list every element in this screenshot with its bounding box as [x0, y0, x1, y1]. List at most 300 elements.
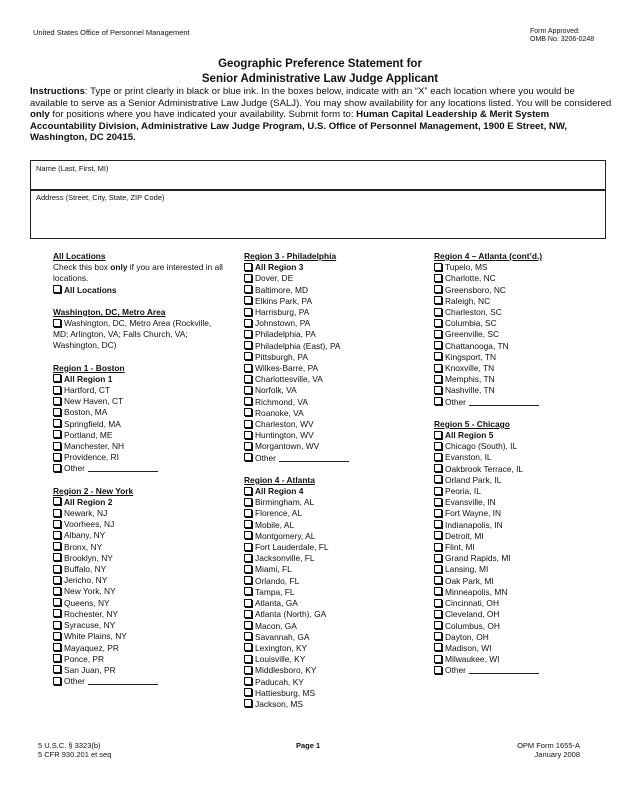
- checkbox-item-all[interactable]: [434, 430, 614, 441]
- checkbox-item[interactable]: [53, 519, 228, 530]
- checkbox-label: All Region 4: [255, 486, 304, 497]
- checkbox[interactable]: [53, 408, 61, 416]
- address-field-label: Address (Street, City, State, ZIP Code): [36, 193, 165, 202]
- checkbox[interactable]: [434, 643, 442, 651]
- checkbox-item[interactable]: [244, 508, 424, 519]
- checkbox[interactable]: [53, 531, 61, 539]
- other-write-in-line[interactable]: [469, 405, 539, 406]
- checkbox-label: Tampa, FL: [255, 586, 295, 597]
- checkbox[interactable]: [244, 408, 252, 416]
- checkbox-item[interactable]: [244, 520, 424, 531]
- checkbox[interactable]: [53, 497, 61, 505]
- checkbox[interactable]: [244, 655, 252, 663]
- checkbox-label: Philadelphia, PA: [255, 329, 316, 340]
- checkbox-item[interactable]: [434, 486, 614, 497]
- checkbox-label: Greenville, SC: [445, 329, 499, 340]
- checkbox-item-all[interactable]: [244, 262, 424, 273]
- other-write-in-line[interactable]: [88, 684, 158, 685]
- legal-citations: [38, 741, 111, 759]
- checkbox-item[interactable]: [53, 620, 228, 631]
- desc-only: only: [110, 262, 128, 273]
- checkbox[interactable]: [434, 341, 442, 349]
- checkbox-item[interactable]: [434, 587, 614, 598]
- checkbox[interactable]: [53, 442, 61, 450]
- checkbox-item[interactable]: [244, 363, 424, 374]
- checkbox-item[interactable]: [244, 654, 424, 665]
- checkbox-label: Jericho, NY: [64, 575, 108, 586]
- checkbox[interactable]: [244, 308, 252, 316]
- checkbox-item[interactable]: [244, 385, 424, 396]
- checkbox-item[interactable]: [244, 453, 424, 464]
- checkbox[interactable]: [434, 285, 442, 293]
- checkbox[interactable]: [53, 319, 61, 327]
- checkbox-item[interactable]: [244, 341, 424, 352]
- checkbox-label: All Region 5: [445, 430, 494, 441]
- checkbox[interactable]: [244, 688, 252, 696]
- checkbox[interactable]: [244, 386, 252, 394]
- checkbox[interactable]: [53, 598, 61, 606]
- checkbox[interactable]: [434, 352, 442, 360]
- checkbox-label: Paducah, KY: [255, 676, 304, 687]
- checkbox-label: Greensboro, NC: [445, 284, 506, 295]
- checkbox-label: Richmond, VA: [255, 396, 308, 407]
- checkbox-label: Kingsport, TN: [445, 351, 497, 362]
- checkbox[interactable]: [434, 666, 442, 674]
- checkbox-label: Johnstown, PA: [255, 318, 311, 329]
- checkbox-label: Newark, NJ: [64, 508, 108, 519]
- checkbox-label: Orland Park, IL: [445, 474, 502, 485]
- checkbox-item[interactable]: [244, 542, 424, 553]
- checkbox-label: Cleveland, OH: [445, 609, 500, 620]
- checkbox-item[interactable]: [244, 419, 424, 430]
- checkbox-item[interactable]: [434, 374, 614, 385]
- checkbox-item[interactable]: [53, 285, 228, 296]
- checkbox-item[interactable]: [53, 318, 228, 352]
- checkbox[interactable]: [434, 386, 442, 394]
- checkbox[interactable]: [53, 665, 61, 673]
- checkbox-item[interactable]: [53, 441, 228, 452]
- checkbox-item[interactable]: [244, 677, 424, 688]
- checkbox[interactable]: [244, 364, 252, 372]
- checkbox[interactable]: [53, 386, 61, 394]
- checkbox-item[interactable]: [53, 452, 228, 463]
- checkbox[interactable]: [434, 464, 442, 472]
- checkbox-item[interactable]: [434, 397, 614, 408]
- checkbox-item[interactable]: [434, 441, 614, 452]
- checkbox-label: Lansing, MI: [445, 564, 489, 575]
- name-field-label: Name (Last, First, MI): [36, 164, 109, 173]
- checkbox-item[interactable]: [244, 296, 424, 307]
- checkbox[interactable]: [244, 621, 252, 629]
- checkbox-item[interactable]: [53, 643, 228, 654]
- checkbox-item[interactable]: [244, 374, 424, 385]
- section-region-2: [53, 486, 228, 688]
- checkbox-label: Harrisburg, PA: [255, 307, 310, 318]
- checkbox[interactable]: [53, 643, 61, 651]
- checkbox-item[interactable]: [434, 341, 614, 352]
- checkbox-label: Springfield, MA: [64, 418, 121, 429]
- checkbox[interactable]: [434, 531, 442, 539]
- section-heading: Region 4 - Atlanta: [244, 474, 315, 485]
- checkbox-item[interactable]: [244, 352, 424, 363]
- checkbox[interactable]: [244, 375, 252, 383]
- checkbox[interactable]: [53, 576, 61, 584]
- checkbox[interactable]: [434, 263, 442, 271]
- checkbox-item[interactable]: [434, 262, 614, 273]
- checkbox-label: Roanoke, VA: [255, 407, 304, 418]
- checkbox-item[interactable]: [434, 296, 614, 307]
- form-id: OPM Form 1655-A: [517, 741, 580, 750]
- checkbox-label: All Region 2: [64, 496, 113, 507]
- other-write-in-line[interactable]: [88, 471, 158, 472]
- checkbox-item[interactable]: [434, 307, 614, 318]
- checkbox-item[interactable]: [244, 397, 424, 408]
- address-field[interactable]: [30, 189, 606, 239]
- checkbox[interactable]: [434, 520, 442, 528]
- checkbox-item[interactable]: [434, 553, 614, 564]
- checkbox[interactable]: [434, 509, 442, 517]
- checkbox-item[interactable]: [53, 631, 228, 642]
- checkbox[interactable]: [244, 699, 252, 707]
- checkbox[interactable]: [244, 677, 252, 685]
- form-title: [0, 57, 640, 87]
- checkbox[interactable]: [434, 610, 442, 618]
- checkbox[interactable]: [244, 554, 252, 562]
- checkbox[interactable]: [244, 431, 252, 439]
- checkbox-item[interactable]: [434, 464, 614, 475]
- checkbox[interactable]: [434, 308, 442, 316]
- legal-citation-1: 5 U.S.C. § 3323(b): [38, 741, 101, 750]
- checkbox-item[interactable]: [53, 430, 228, 441]
- section-heading: Region 3 - Philadelphia: [244, 251, 337, 261]
- checkbox[interactable]: [434, 397, 442, 405]
- checkbox-item[interactable]: [434, 654, 614, 665]
- checkbox-label: Louisville, KY: [255, 654, 306, 665]
- checkbox[interactable]: [53, 632, 61, 640]
- checkbox[interactable]: [244, 274, 252, 282]
- checkbox-label: Madison, WI: [445, 642, 492, 653]
- checkbox-label: Syracuse, NY: [64, 620, 116, 631]
- checkbox-item[interactable]: [53, 553, 228, 564]
- checkbox-item[interactable]: [434, 643, 614, 654]
- checkbox[interactable]: [244, 531, 252, 539]
- section-dc: [53, 307, 228, 352]
- checkbox[interactable]: [434, 543, 442, 551]
- checkbox-item[interactable]: [434, 385, 614, 396]
- checkbox[interactable]: [434, 599, 442, 607]
- checkbox[interactable]: [244, 565, 252, 573]
- checkbox-item[interactable]: [53, 598, 228, 609]
- checkbox[interactable]: [434, 375, 442, 383]
- checkbox[interactable]: [244, 352, 252, 360]
- checkbox-label: Rochester, NY: [64, 608, 118, 619]
- checkbox-item[interactable]: [53, 586, 228, 597]
- checkbox[interactable]: [434, 576, 442, 584]
- checkbox[interactable]: [434, 442, 442, 450]
- checkbox-label: All Locations: [64, 284, 117, 295]
- checkbox-item-all[interactable]: [53, 374, 228, 385]
- checkbox-item[interactable]: [434, 576, 614, 587]
- section-heading: Washington, DC, Metro Area: [53, 306, 166, 317]
- checkbox-label: Portland, ME: [64, 429, 113, 440]
- other-write-in-line[interactable]: [469, 673, 539, 674]
- checkbox-item[interactable]: [434, 598, 614, 609]
- checkbox-item[interactable]: [53, 407, 228, 418]
- checkbox-label: Grand Rapids, MI: [445, 553, 511, 564]
- instructions: [30, 86, 612, 144]
- section-region-4-continued: [434, 251, 614, 408]
- page-number: Page 1: [296, 741, 321, 750]
- checkbox-item[interactable]: [244, 531, 424, 542]
- checkbox-label: Oakbrook Terrace, IL: [445, 463, 524, 474]
- checkbox[interactable]: [53, 419, 61, 427]
- checkbox-item[interactable]: [434, 318, 614, 329]
- checkbox-label: Tupelo, MS: [445, 262, 488, 273]
- checkbox-label: Washington, DC, Metro Area (Rockville, MD; Arlington, VA; Falls Church, VA; Washington, DC): [53, 318, 212, 351]
- omb-approval: [530, 28, 594, 44]
- checkbox-item[interactable]: [244, 285, 424, 296]
- checkbox-label: Buffalo, NY: [64, 564, 107, 575]
- checkbox-label: Middlesboro, KY: [255, 665, 317, 676]
- checkbox-item[interactable]: [434, 531, 614, 542]
- checkbox[interactable]: [53, 509, 61, 517]
- checkbox-label: New Haven, CT: [64, 396, 124, 407]
- checkbox[interactable]: [434, 487, 442, 495]
- checkbox-item[interactable]: [244, 643, 424, 654]
- checkbox[interactable]: [244, 610, 252, 618]
- checkbox-item[interactable]: [53, 564, 228, 575]
- checkbox[interactable]: [244, 442, 252, 450]
- checkbox-item[interactable]: [244, 609, 424, 620]
- checkbox[interactable]: [244, 643, 252, 651]
- checkbox[interactable]: [53, 609, 61, 617]
- checkbox-item[interactable]: [244, 441, 424, 452]
- checkbox[interactable]: [434, 364, 442, 372]
- section-heading: Region 1 - Boston: [53, 362, 125, 373]
- checkbox[interactable]: [244, 576, 252, 584]
- checkbox-item[interactable]: [434, 609, 614, 620]
- checkbox-item[interactable]: [434, 520, 614, 531]
- checkbox-item[interactable]: [434, 621, 614, 632]
- checkbox[interactable]: [53, 553, 61, 561]
- checkbox[interactable]: [53, 677, 61, 685]
- checkbox-label: Other: [64, 463, 85, 474]
- checkbox-item[interactable]: [434, 497, 614, 508]
- checkbox[interactable]: [434, 565, 442, 573]
- checkbox-item[interactable]: [244, 553, 424, 564]
- checkbox-item[interactable]: [53, 508, 228, 519]
- other-write-in-line[interactable]: [279, 461, 349, 462]
- checkbox[interactable]: [434, 632, 442, 640]
- checkbox-item[interactable]: [244, 430, 424, 441]
- checkbox-label: Charlottesville, VA: [255, 374, 323, 385]
- checkbox[interactable]: [244, 587, 252, 595]
- checkbox-item[interactable]: [434, 632, 614, 643]
- checkbox[interactable]: [244, 498, 252, 506]
- checkbox-label: Charleston, WV: [255, 419, 314, 430]
- checkbox[interactable]: [244, 487, 252, 495]
- checkbox-label: Philadelphia (East), PA: [255, 340, 341, 351]
- checkbox-item[interactable]: [434, 508, 614, 519]
- checkbox-item[interactable]: [244, 688, 424, 699]
- checkbox-item[interactable]: [434, 452, 614, 463]
- checkbox-item[interactable]: [53, 665, 228, 676]
- checkbox[interactable]: [434, 621, 442, 629]
- checkbox[interactable]: [244, 520, 252, 528]
- checkbox-item[interactable]: [244, 329, 424, 340]
- checkbox[interactable]: [53, 285, 61, 293]
- checkbox-label: Dayton, OH: [445, 631, 489, 642]
- checkbox-item[interactable]: [434, 475, 614, 486]
- checkbox-item[interactable]: [434, 542, 614, 553]
- checkbox-label: Minneapolis, MN: [445, 586, 508, 597]
- checkbox[interactable]: [53, 397, 61, 405]
- checkbox[interactable]: [244, 341, 252, 349]
- checkbox[interactable]: [244, 666, 252, 674]
- checkbox[interactable]: [53, 565, 61, 573]
- checkbox-label: Montgomery, AL: [255, 530, 316, 541]
- checkbox-label: Huntington, WV: [255, 430, 314, 441]
- section-region-1: [53, 363, 228, 475]
- checkbox-label: Pittsburgh, PA: [255, 351, 308, 362]
- checkbox-item[interactable]: [434, 352, 614, 363]
- checkbox-item[interactable]: [53, 419, 228, 430]
- checkbox-label: Peoria, IL: [445, 486, 481, 497]
- checkbox-label: Oak Park, MI: [445, 575, 494, 586]
- checkbox[interactable]: [434, 274, 442, 282]
- checkbox-item[interactable]: [434, 363, 614, 374]
- checkbox-item[interactable]: [244, 497, 424, 508]
- checkbox-item[interactable]: [244, 318, 424, 329]
- checkbox-item[interactable]: [434, 329, 614, 340]
- checkbox-label: Other: [64, 676, 85, 687]
- checkbox-item[interactable]: [244, 564, 424, 575]
- section-heading: Region 2 - New York: [53, 485, 134, 496]
- checkbox[interactable]: [434, 319, 442, 327]
- checkbox[interactable]: [53, 520, 61, 528]
- checkbox-label: Mobile, AL: [255, 519, 295, 530]
- checkbox[interactable]: [434, 554, 442, 562]
- checkbox-label: Knoxville, TN: [445, 363, 495, 374]
- checkbox[interactable]: [244, 420, 252, 428]
- section-region-5: [434, 419, 614, 677]
- checkbox[interactable]: [53, 542, 61, 550]
- checkbox-item[interactable]: [53, 676, 228, 687]
- checkbox-label: All Region 3: [255, 262, 304, 273]
- checkbox[interactable]: [434, 431, 442, 439]
- checkbox[interactable]: [53, 654, 61, 662]
- checkbox-label: Chicago (South), IL: [445, 441, 518, 452]
- checkbox-item[interactable]: [53, 530, 228, 541]
- checkbox-item[interactable]: [244, 307, 424, 318]
- checkbox-label: Ponce, PR: [64, 653, 105, 664]
- checkbox-item[interactable]: [244, 699, 424, 710]
- name-field[interactable]: [30, 160, 606, 191]
- checkbox-label: New York, NY: [64, 586, 116, 597]
- checkbox[interactable]: [53, 621, 61, 629]
- checkbox-label: Columbus, OH: [445, 620, 500, 631]
- checkbox-item[interactable]: [434, 564, 614, 575]
- checkbox[interactable]: [434, 587, 442, 595]
- title-line-1: Geographic Preference Statement for: [218, 58, 422, 70]
- desc-part: if you are interested in all locations.: [53, 262, 223, 284]
- checkbox-item[interactable]: [53, 575, 228, 586]
- checkbox[interactable]: [244, 509, 252, 517]
- checkbox[interactable]: [244, 543, 252, 551]
- checkbox[interactable]: [244, 296, 252, 304]
- checkbox[interactable]: [244, 397, 252, 405]
- checkbox-item[interactable]: [53, 396, 228, 407]
- checkbox-item[interactable]: [244, 273, 424, 284]
- checkbox-label: Miami, FL: [255, 564, 292, 575]
- checkbox[interactable]: [244, 330, 252, 338]
- checkbox-label: Charleston, SC: [445, 307, 502, 318]
- checkbox-label: Other: [445, 396, 466, 407]
- section-heading: Region 4 – Atlanta (cont’d.): [434, 251, 543, 261]
- checkbox-item[interactable]: [434, 273, 614, 284]
- checkbox-label: Raleigh, NC: [445, 295, 491, 306]
- checkbox[interactable]: [244, 599, 252, 607]
- checkbox-label: Boston, MA: [64, 407, 108, 418]
- checkbox-item-all[interactable]: [53, 497, 228, 508]
- checkbox[interactable]: [53, 464, 61, 472]
- checkbox[interactable]: [244, 319, 252, 327]
- checkbox-label: Milwaukee, WI: [445, 654, 500, 665]
- checkbox[interactable]: [434, 330, 442, 338]
- checkbox-label: Norfolk, VA: [255, 385, 297, 396]
- checkbox[interactable]: [244, 453, 252, 461]
- checkbox-label: Other: [255, 452, 276, 463]
- checkbox-label: Atlanta (North), GA: [255, 609, 327, 620]
- checkbox[interactable]: [244, 285, 252, 293]
- checkbox-item-all[interactable]: [244, 486, 424, 497]
- checkbox-label: Evansville, IN: [445, 497, 496, 508]
- form-number: [506, 741, 580, 759]
- checkbox-item[interactable]: [53, 463, 228, 474]
- checkbox-item[interactable]: [244, 665, 424, 676]
- instructions-label: Instructions: [30, 86, 85, 97]
- checkbox[interactable]: [434, 498, 442, 506]
- checkbox-item[interactable]: [244, 621, 424, 632]
- checkbox-label: Atlanta, GA: [255, 598, 298, 609]
- checkbox[interactable]: [53, 374, 61, 382]
- checkbox-item[interactable]: [244, 587, 424, 598]
- checkbox[interactable]: [434, 296, 442, 304]
- checkbox-label: Nashville, TN: [445, 385, 495, 396]
- column-2: [244, 251, 424, 721]
- checkbox-item[interactable]: [53, 385, 228, 396]
- checkbox-item[interactable]: [53, 609, 228, 620]
- checkbox-item[interactable]: [53, 654, 228, 665]
- checkbox-item[interactable]: [53, 542, 228, 553]
- checkbox[interactable]: [434, 475, 442, 483]
- checkbox-label: Flint, MI: [445, 542, 475, 553]
- checkbox[interactable]: [53, 430, 61, 438]
- checkbox-label: Dover, DE: [255, 273, 294, 284]
- checkbox[interactable]: [244, 632, 252, 640]
- checkbox-item[interactable]: [244, 598, 424, 609]
- checkbox[interactable]: [434, 655, 442, 663]
- checkbox[interactable]: [244, 263, 252, 271]
- checkbox-item[interactable]: [434, 285, 614, 296]
- checkbox[interactable]: [53, 453, 61, 461]
- checkbox-item[interactable]: [244, 408, 424, 419]
- checkbox-item[interactable]: [434, 665, 614, 676]
- checkbox-item[interactable]: [244, 632, 424, 643]
- checkbox[interactable]: [434, 453, 442, 461]
- checkbox[interactable]: [53, 587, 61, 595]
- checkbox-item[interactable]: [244, 576, 424, 587]
